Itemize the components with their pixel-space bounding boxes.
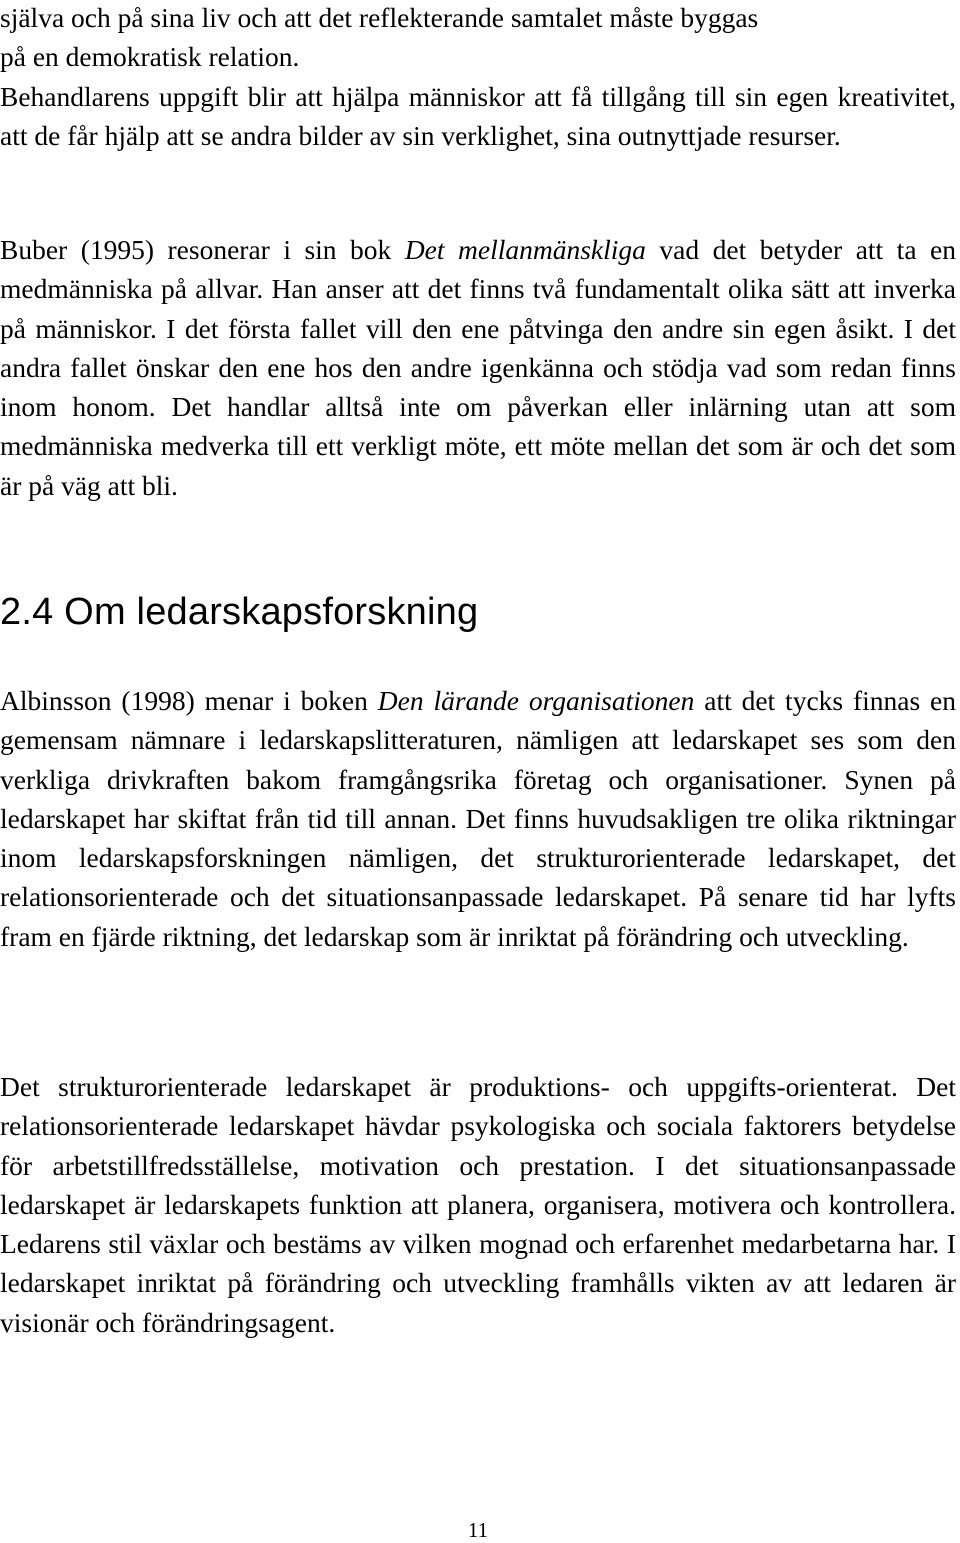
paragraph-2-before-title: Buber (1995) resonerar i sin bok (0, 234, 405, 265)
paragraph-1-rest: Behandlarens uppgift blir att hjälpa människor att få tillgång till sin egen kreativitet, att de får hjälp att se andra bilder av sin verklighet, sina outnyttjade resurser. (0, 80, 956, 151)
page-number: 11 (467, 1518, 489, 1542)
paragraph-1 (0, 0, 956, 155)
paragraph-4: Det strukturorienterade ledarskapet är produktions- och uppgifts-orienterat. Det relationsorienterade ledarskapet hävdar psykologiska och sociala faktorers betydelse för arbetstillfredsställelse, motivation och prestation. I det situationsanpassade ledarskapet är ledarskapets funktion att planera, organisera, motivera och kontrollera. Ledarens stil växlar och bestäms av vilken mognad och erfarenhet medarbetarna har. I ledarskapet inriktat på förändring och utveckling framhålls vikten av att ledaren är visionär och förändringsagent. (0, 1071, 956, 1338)
section-heading: 2.4 Om ledarskapsforskning (0, 591, 479, 633)
paragraph-3-after-title: att det tycks finnas en gemensam nämnare i ledarskapslitteraturen, nämligen att ledarskapet ses som den verkliga drivkraften bakom framgångsrika företag och organisationer. Synen på ledarskapet har skiftat från tid till annan. Det finns huvudsakligen tre olika riktningar inom ledarskapsforskningen nämligen, det strukturorienterade ledarskapet, det relationsorienterade och det situationsanpassade ledarskapet. På senare tid har lyfts fram en fjärde riktning, det ledarskap som är inriktat på förändring och utveckling. (0, 685, 957, 952)
paragraph-1-line-1: själva och på sina liv och att det reflekterande samtalet måste byggas (0, 2, 759, 33)
paragraph-3 (0, 681, 956, 956)
paragraph-2-after-title: vad det betyder att ta en medmänniska på allvar. Han anser att det finns två fundamentalt olika sätt att inverka på människor. I det första fallet vill den ene påtvinga den andre sin egen åsikt. I det andra fallet önskar den ene hos den andre igenkänna och stödja vad som redan finns inom honom. Det handlar alltså inte om påverkan eller inlärning utan att som medmänniska medverka till ett verkligt möte, ett möte mellan det som är och det som är på väg att bli. (0, 234, 956, 501)
book-title-den-larande-organisationen: Den lärande organisationen (377, 685, 695, 716)
paragraph-1-line-2: på en demokratisk relation. (0, 41, 300, 73)
paragraph-3-before-title: Albinsson (1998) menar i boken (0, 685, 378, 716)
paragraph-2 (0, 230, 956, 505)
book-title-det-mellanmanskliga: Det mellanmänskliga (404, 234, 646, 265)
